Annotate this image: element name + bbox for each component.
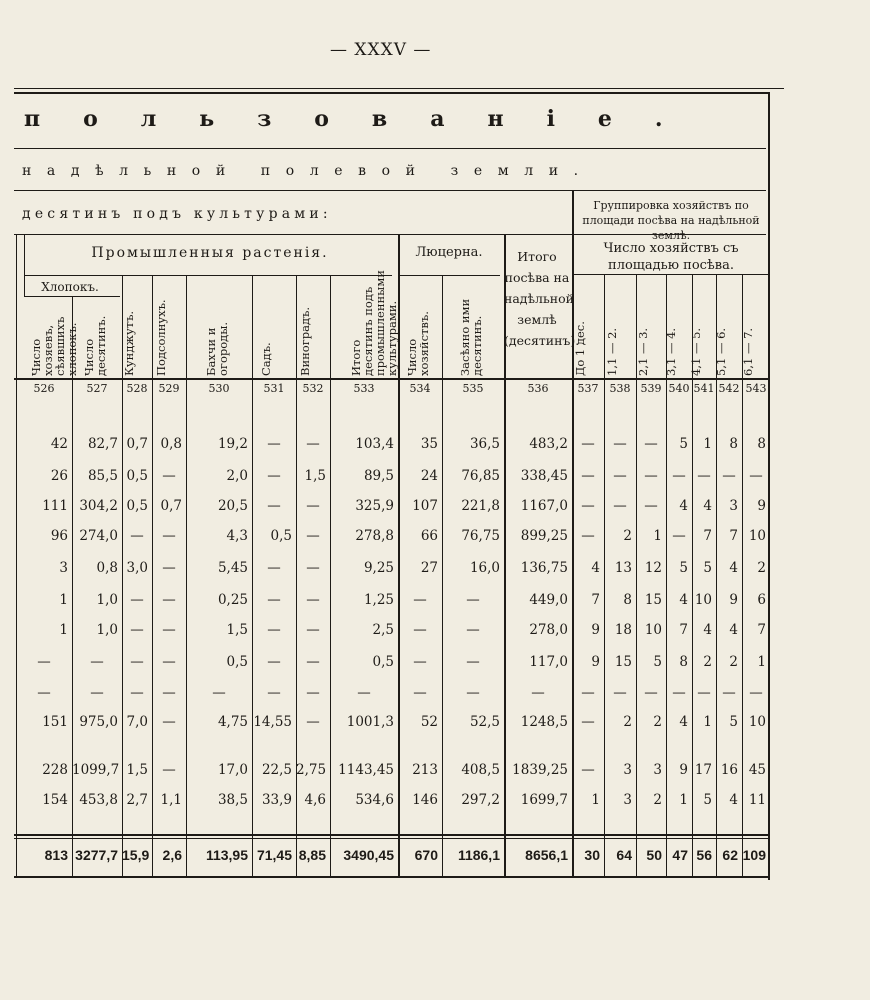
table-cell: — bbox=[644, 685, 658, 701]
table-cell: — bbox=[466, 592, 480, 608]
table-cell: — bbox=[306, 560, 320, 576]
table-cell: 36,5 bbox=[469, 436, 500, 452]
table-cell: — bbox=[306, 685, 320, 701]
column-header: 1,1 — 2. bbox=[605, 327, 619, 376]
table-cell: 7,0 bbox=[126, 714, 148, 730]
column-number: 529 bbox=[158, 382, 180, 395]
table-cell: 278,8 bbox=[355, 528, 394, 544]
table-cell: — bbox=[130, 592, 144, 608]
column-rule bbox=[504, 234, 506, 876]
table-cell: 1099,7 bbox=[72, 762, 120, 778]
table-cell: 274,0 bbox=[79, 528, 118, 544]
table-cell: 1,25 bbox=[363, 592, 394, 608]
table-cell: 4,75 bbox=[217, 714, 248, 730]
table-cell: — bbox=[162, 762, 176, 778]
rule bbox=[398, 275, 500, 276]
table-cell: 38,5 bbox=[217, 792, 248, 808]
table-cell: 2 bbox=[703, 654, 712, 670]
table-cell: — bbox=[581, 468, 595, 484]
table-cell: 0,5 bbox=[126, 468, 148, 484]
table-cell: — bbox=[697, 468, 711, 484]
column-header: Кунджутъ. bbox=[122, 310, 136, 376]
table-cell: 0,8 bbox=[96, 560, 118, 576]
table-cell: 278,0 bbox=[529, 622, 568, 638]
table-cell: — bbox=[267, 592, 281, 608]
table-cell: 228 bbox=[42, 762, 68, 778]
table-cell: 18 bbox=[614, 622, 632, 638]
table-cell: 0,5 bbox=[226, 654, 248, 670]
rule bbox=[572, 274, 768, 275]
table-cell: 9 bbox=[591, 654, 600, 670]
table-cell: 13 bbox=[614, 560, 632, 576]
column-header: 2,1 — 3. bbox=[636, 327, 650, 376]
table-cell: 27 bbox=[420, 560, 438, 576]
table-cell: — bbox=[749, 468, 763, 484]
table-cell: — bbox=[581, 498, 595, 514]
table-cell: 16,0 bbox=[469, 560, 500, 576]
column-header: Бахчи и огороды. bbox=[204, 321, 230, 376]
table-cell: — bbox=[672, 468, 686, 484]
table-cell: 103,4 bbox=[355, 436, 394, 452]
table-cell: 6 bbox=[757, 592, 766, 608]
total-cell: 64 bbox=[616, 847, 632, 863]
rule bbox=[14, 234, 766, 235]
table-cell: — bbox=[581, 685, 595, 701]
table-cell: 24 bbox=[420, 468, 438, 484]
table-cell: 5 bbox=[729, 714, 738, 730]
table-cell: 35 bbox=[420, 436, 438, 452]
table-cell: 297,2 bbox=[461, 792, 500, 808]
table-cell: 1,5 bbox=[226, 622, 248, 638]
table-cell: — bbox=[306, 436, 320, 452]
table-cell: 17 bbox=[694, 762, 712, 778]
table-cell: — bbox=[581, 528, 595, 544]
table-cell: — bbox=[162, 654, 176, 670]
column-header: Засѣяно ими десятинъ. bbox=[458, 298, 484, 376]
table-cell: — bbox=[306, 714, 320, 730]
table-cell: 0,7 bbox=[160, 498, 182, 514]
total-cell: 50 bbox=[646, 847, 662, 863]
total-cell: 71,45 bbox=[256, 847, 292, 863]
table-cell: 1839,25 bbox=[512, 762, 568, 778]
table-cell: 33,9 bbox=[261, 792, 292, 808]
table-cell: — bbox=[267, 468, 281, 484]
table-cell: 338,45 bbox=[520, 468, 568, 484]
group-total: Итого посѣва на надѣльной землѣ (десятинъ). bbox=[504, 249, 580, 348]
column-number: 534 bbox=[409, 382, 431, 395]
column-header: До 1 дес. bbox=[573, 321, 587, 376]
table-cell: 3 bbox=[653, 762, 662, 778]
table-cell: 1699,7 bbox=[520, 792, 568, 808]
left-rule bbox=[16, 234, 17, 876]
total-cell: 813 bbox=[44, 847, 68, 863]
total-cell: 30 bbox=[584, 847, 600, 863]
table-cell: — bbox=[413, 622, 427, 638]
table-cell: 1,1 bbox=[160, 792, 182, 808]
table-cell: — bbox=[162, 622, 176, 638]
table-cell: — bbox=[613, 468, 627, 484]
table-cell: 52,5 bbox=[469, 714, 500, 730]
title-line-1: пользованіе. bbox=[24, 106, 706, 132]
table-cell: 22,5 bbox=[261, 762, 292, 778]
table-cell: 4 bbox=[703, 622, 712, 638]
total-cell: 47 bbox=[672, 847, 688, 863]
table-cell: 4,3 bbox=[226, 528, 248, 544]
table-cell: 483,2 bbox=[529, 436, 568, 452]
table-cell: 20,5 bbox=[217, 498, 248, 514]
table-cell: 1143,45 bbox=[338, 762, 394, 778]
total-cell: 670 bbox=[414, 847, 438, 863]
table-cell: 4 bbox=[729, 792, 738, 808]
total-cell: 3277,7 bbox=[75, 847, 118, 863]
table-cell: — bbox=[672, 528, 686, 544]
table-cell: 107 bbox=[412, 498, 438, 514]
table-cell: — bbox=[306, 528, 320, 544]
table-cell: 3 bbox=[623, 762, 632, 778]
table-cell: 5 bbox=[703, 792, 712, 808]
table-cell: 9 bbox=[591, 622, 600, 638]
table-cell: 2,0 bbox=[226, 468, 248, 484]
column-number: 530 bbox=[208, 382, 230, 395]
column-header: Число хозяйствъ. bbox=[405, 311, 431, 376]
table-cell: — bbox=[697, 685, 711, 701]
total-cell: 8656,1 bbox=[525, 847, 568, 863]
table-cell: 42 bbox=[50, 436, 68, 452]
title-line-3: десятинъ подъ культурами: bbox=[22, 206, 332, 222]
table-cell: 117,0 bbox=[529, 654, 568, 670]
table-cell: — bbox=[722, 468, 736, 484]
table-cell: 10 bbox=[694, 592, 712, 608]
table-cell: 2,75 bbox=[296, 762, 327, 778]
table-cell: 10 bbox=[748, 528, 766, 544]
table-cell: 534,6 bbox=[355, 792, 394, 808]
inner-rule bbox=[24, 234, 25, 296]
table-cell: 45 bbox=[748, 762, 766, 778]
table-cell: — bbox=[749, 685, 763, 701]
table-cell: 146 bbox=[412, 792, 438, 808]
table-cell: — bbox=[466, 622, 480, 638]
table-cell: 0,5 bbox=[270, 528, 292, 544]
table-cell: — bbox=[581, 714, 595, 730]
table-cell: — bbox=[162, 592, 176, 608]
table-cell: 1248,5 bbox=[520, 714, 568, 730]
column-number: 533 bbox=[353, 382, 375, 395]
table-cell: — bbox=[306, 592, 320, 608]
table-cell: 7 bbox=[591, 592, 600, 608]
table-cell: — bbox=[466, 654, 480, 670]
total-cell: 113,95 bbox=[205, 847, 248, 863]
column-header: Итого десятинъ подъ промышленными культурами. bbox=[349, 270, 399, 376]
table-cell: — bbox=[162, 528, 176, 544]
table-cell: — bbox=[613, 685, 627, 701]
table-cell: 16 bbox=[720, 762, 738, 778]
table-cell: — bbox=[581, 762, 595, 778]
table-cell: — bbox=[212, 685, 226, 701]
table-cell: 5 bbox=[679, 560, 688, 576]
table-cell: — bbox=[413, 654, 427, 670]
column-number: 536 bbox=[527, 382, 549, 395]
total-cell: 15,9 bbox=[122, 847, 150, 863]
table-cell: 4,6 bbox=[304, 792, 326, 808]
total-cell: 109 bbox=[742, 847, 766, 863]
table-cell: 136,75 bbox=[520, 560, 568, 576]
table-cell: — bbox=[613, 498, 627, 514]
column-number: 531 bbox=[263, 382, 285, 395]
table-cell: 4 bbox=[591, 560, 600, 576]
table-cell: 19,2 bbox=[217, 436, 248, 452]
table-cell: 96 bbox=[50, 528, 68, 544]
table-cell: 8 bbox=[623, 592, 632, 608]
table-cell: — bbox=[531, 685, 545, 701]
table-cell: 3,0 bbox=[126, 560, 148, 576]
table-cell: 154 bbox=[42, 792, 68, 808]
column-number: 541 bbox=[693, 382, 715, 395]
total-cell: 2,6 bbox=[162, 847, 182, 863]
table-cell: 11 bbox=[748, 792, 766, 808]
table-cell: 5 bbox=[679, 436, 688, 452]
table-cell: — bbox=[130, 622, 144, 638]
column-number: 539 bbox=[640, 382, 662, 395]
table-cell: 221,8 bbox=[461, 498, 500, 514]
column-number: 526 bbox=[33, 382, 55, 395]
table-cell: 8 bbox=[729, 436, 738, 452]
table-cell: 304,2 bbox=[79, 498, 118, 514]
table-cell: — bbox=[162, 560, 176, 576]
table-cell: 8 bbox=[757, 436, 766, 452]
table-cell: 9 bbox=[729, 592, 738, 608]
table-cell: — bbox=[267, 498, 281, 514]
table-cell: 0,5 bbox=[372, 654, 394, 670]
table-cell: — bbox=[672, 685, 686, 701]
column-header: Садъ. bbox=[259, 342, 273, 376]
table-cell: — bbox=[162, 714, 176, 730]
table-cell: — bbox=[267, 685, 281, 701]
table-cell: 15 bbox=[614, 654, 632, 670]
table-cell: 52 bbox=[420, 714, 438, 730]
table-cell: 1 bbox=[653, 528, 662, 544]
table-cell: 9 bbox=[757, 498, 766, 514]
total-cell: 8,85 bbox=[298, 847, 326, 863]
table-cell: 5 bbox=[653, 654, 662, 670]
table-cell: 7 bbox=[729, 528, 738, 544]
table-cell: — bbox=[267, 654, 281, 670]
table-cell: 1 bbox=[757, 654, 766, 670]
table-cell: 26 bbox=[50, 468, 68, 484]
table-cell: 0,7 bbox=[126, 436, 148, 452]
table-cell: 4 bbox=[679, 714, 688, 730]
table-cell: — bbox=[722, 685, 736, 701]
group-industrial: Промышленныя растенія. bbox=[91, 245, 329, 261]
column-header: Число десятинъ. bbox=[82, 315, 108, 376]
table-cell: 325,9 bbox=[355, 498, 394, 514]
column-number: 527 bbox=[86, 382, 108, 395]
table-cell: — bbox=[644, 436, 658, 452]
title-line-2: надѣльной полевой земли. bbox=[22, 163, 594, 179]
table-cell: 1 bbox=[59, 622, 68, 638]
table-cell: 1 bbox=[679, 792, 688, 808]
table-cell: — bbox=[644, 498, 658, 514]
column-header: Виноградъ. bbox=[298, 307, 312, 376]
table-cell: 213 bbox=[412, 762, 438, 778]
rule bbox=[14, 148, 766, 149]
table-cell: — bbox=[267, 436, 281, 452]
column-header: 3,1 — 4. bbox=[664, 327, 678, 376]
table-cell: 66 bbox=[420, 528, 438, 544]
table-cell: 76,75 bbox=[461, 528, 500, 544]
table-cell: 2 bbox=[729, 654, 738, 670]
column-number: 542 bbox=[718, 382, 740, 395]
table-cell: 7 bbox=[703, 528, 712, 544]
total-cell: 56 bbox=[696, 847, 712, 863]
total-cell: 1186,1 bbox=[457, 847, 500, 863]
column-header: 6,1 — 7. bbox=[741, 327, 755, 376]
group-lucerne: Люцерна. bbox=[415, 245, 483, 260]
table-cell: — bbox=[90, 685, 104, 701]
table-cell: — bbox=[413, 685, 427, 701]
table-cell: 89,5 bbox=[363, 468, 394, 484]
table-cell: 1 bbox=[703, 436, 712, 452]
table-cell: 4 bbox=[729, 560, 738, 576]
table-cell: 9,25 bbox=[363, 560, 394, 576]
table-cell: 1001,3 bbox=[346, 714, 394, 730]
table-cell: 2,7 bbox=[126, 792, 148, 808]
bottom-rule bbox=[14, 876, 770, 878]
table-cell: 12 bbox=[644, 560, 662, 576]
column-number: 535 bbox=[462, 382, 484, 395]
table-cell: — bbox=[306, 622, 320, 638]
column-header: Подсолнухъ. bbox=[154, 299, 168, 376]
table-cell: 3 bbox=[59, 560, 68, 576]
table-cell: 3 bbox=[623, 792, 632, 808]
table-cell: 408,5 bbox=[461, 762, 500, 778]
table-cell: — bbox=[162, 468, 176, 484]
table-cell: — bbox=[130, 654, 144, 670]
table-cell: 3 bbox=[729, 498, 738, 514]
table-cell: 1 bbox=[591, 792, 600, 808]
table-cell: 1 bbox=[59, 592, 68, 608]
table-cell: 2 bbox=[623, 714, 632, 730]
table-cell: — bbox=[357, 685, 371, 701]
table-cell: 9 bbox=[679, 762, 688, 778]
grouping-header: Группировка хозяйствъ по площади посѣва на надѣльной землѣ. bbox=[582, 199, 760, 242]
table-cell: 2,5 bbox=[372, 622, 394, 638]
total-cell: 62 bbox=[722, 847, 738, 863]
table-cell: 15 bbox=[644, 592, 662, 608]
column-number: 537 bbox=[577, 382, 599, 395]
table-cell: 1,0 bbox=[96, 592, 118, 608]
column-number: 528 bbox=[126, 382, 148, 395]
table-cell: — bbox=[306, 498, 320, 514]
table-cell: 0,8 bbox=[160, 436, 182, 452]
table-cell: 449,0 bbox=[529, 592, 568, 608]
table-cell: 85,5 bbox=[87, 468, 118, 484]
top-rule bbox=[14, 88, 784, 89]
table-cell: 2 bbox=[757, 560, 766, 576]
table-cell: 5,45 bbox=[217, 560, 248, 576]
table-cell: 2 bbox=[623, 528, 632, 544]
table-cell: — bbox=[466, 685, 480, 701]
table-cell: 10 bbox=[748, 714, 766, 730]
table-cell: 1,5 bbox=[126, 762, 148, 778]
table-cell: 1,0 bbox=[96, 622, 118, 638]
column-number: 532 bbox=[302, 382, 324, 395]
table-cell: 111 bbox=[42, 498, 68, 514]
table-cell: 10 bbox=[644, 622, 662, 638]
table-cell: — bbox=[37, 685, 51, 701]
table-cell: — bbox=[613, 436, 627, 452]
table-cell: — bbox=[581, 436, 595, 452]
table-cell: 975,0 bbox=[79, 714, 118, 730]
table-cell: 7 bbox=[757, 622, 766, 638]
total-cell: 3490,45 bbox=[343, 847, 394, 863]
page-number: — XXXV — bbox=[330, 40, 432, 60]
table-cell: — bbox=[130, 685, 144, 701]
table-cell: 0,25 bbox=[217, 592, 248, 608]
column-number: 538 bbox=[609, 382, 631, 395]
table-cell: 1167,0 bbox=[520, 498, 568, 514]
table-cell: 1,5 bbox=[304, 468, 326, 484]
table-cell: 4 bbox=[703, 498, 712, 514]
table-cell: — bbox=[413, 592, 427, 608]
column-number: 543 bbox=[745, 382, 767, 395]
table-cell: 1 bbox=[703, 714, 712, 730]
table-cell: 17,0 bbox=[217, 762, 248, 778]
table-cell: 14,55 bbox=[253, 714, 292, 730]
table-cell: 0,5 bbox=[126, 498, 148, 514]
column-header: Число хозяевъ, сѣявшихъ хлопокъ. bbox=[29, 316, 79, 376]
table-cell: 82,7 bbox=[87, 436, 118, 452]
rule bbox=[24, 275, 392, 276]
table-cell: — bbox=[130, 528, 144, 544]
table-cell: — bbox=[306, 654, 320, 670]
header-bottom-rule bbox=[14, 378, 768, 380]
table-cell: 4 bbox=[679, 592, 688, 608]
table-cell: — bbox=[162, 685, 176, 701]
rule bbox=[14, 190, 766, 191]
group-cotton: Хлопокъ. bbox=[41, 280, 99, 294]
table-cell: — bbox=[267, 560, 281, 576]
column-header: 4,1 — 5. bbox=[689, 327, 703, 376]
table-cell: 2 bbox=[653, 714, 662, 730]
group-households: Число хозяйствъ съ площадью посѣва. bbox=[603, 241, 739, 273]
table-cell: 4 bbox=[729, 622, 738, 638]
table-cell: 2 bbox=[653, 792, 662, 808]
table-cell: 899,25 bbox=[520, 528, 568, 544]
column-number: 540 bbox=[668, 382, 690, 395]
table-cell: 4 bbox=[679, 498, 688, 514]
totals-rule bbox=[14, 838, 770, 839]
table-cell: 7 bbox=[679, 622, 688, 638]
totals-rule bbox=[14, 834, 770, 836]
table-cell: — bbox=[267, 622, 281, 638]
table-cell: 5 bbox=[703, 560, 712, 576]
table-cell: 151 bbox=[42, 714, 68, 730]
table-cell: — bbox=[90, 654, 104, 670]
column-header: 5,1 — 6. bbox=[714, 327, 728, 376]
table-cell: — bbox=[37, 654, 51, 670]
table-cell: 453,8 bbox=[79, 792, 118, 808]
table-cell: — bbox=[644, 468, 658, 484]
table-cell: 76,85 bbox=[461, 468, 500, 484]
table-cell: 8 bbox=[679, 654, 688, 670]
